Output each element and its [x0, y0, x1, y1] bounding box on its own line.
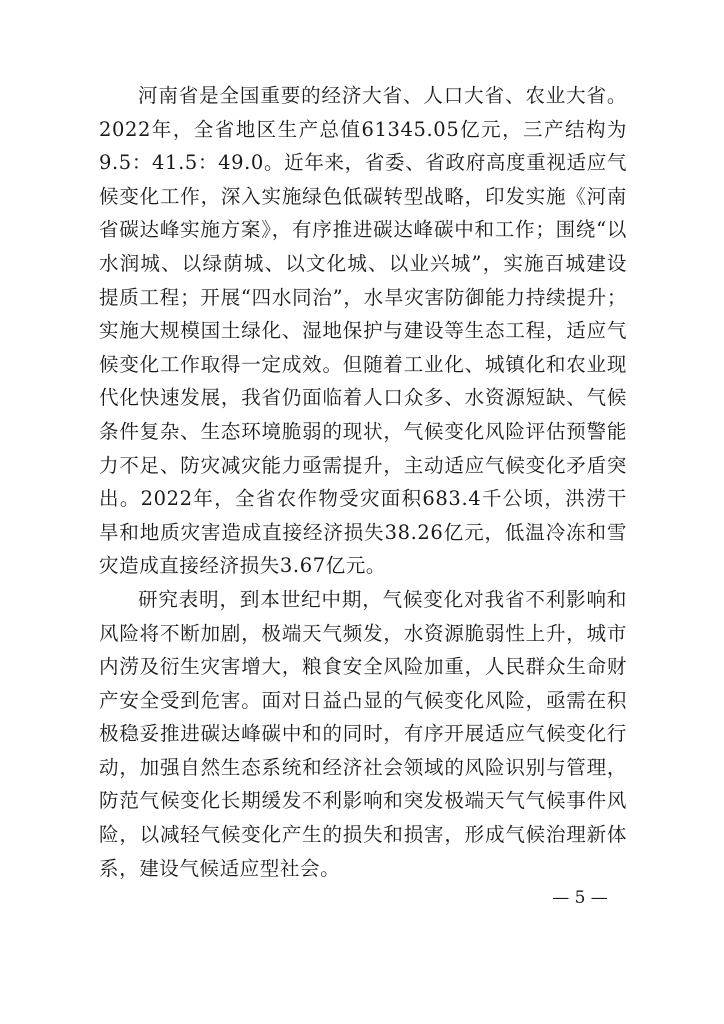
- page-number: — 5 —: [552, 888, 608, 908]
- paragraph-climate-risk: 研究表明，到本世纪中期，气候变化对我省不利影响和风险将不断加剧，极端天气频发，水资源脆弱性上升，城市内涝及衍生灾害增大，粮食安全风险加重，人民群众生命财产安全受到危害。面对日益凸显的气候变化风险，亟需在积极稳妥推进碳达峰碳中和的同时，有序开展适应气候变化行动，加强自然生态系统和经济社会领域的风险识别与管理，防范气候变化长期缓发不利影响和突发极端天气气候事件风险，以减轻气候变化产生的损失和损害，形成气候治理新体系，建设气候适应型社会。: [99, 587, 627, 880]
- body-text: [99, 79, 627, 885]
- paragraph-henan-overview: 河南省是全国重要的经济大省、人口大省、农业大省。2022年，全省地区生产总值61345.05亿元，三产结构为9.5：41.5：49.0。近年来，省委、省政府高度重视适应气候变化工作，深入实施绿色低碳转型战略，印发实施《河南省碳达峰实施方案》，有序推进碳达峰碳中和工作；围绕“以水润城、以绿荫城、以文化城、以业兴城”，实施百城建设提质工程；开展“四水同治”，水旱灾害防御能力持续提升；实施大规模国土绿化、湿地保护与建设等生态工程，适应气候变化工作取得一定成效。但随着工业化、城镇化和农业现代化快速发展，我省仍面临着人口众多、水资源短缺、气候条件复杂、生态环境脆弱的现状，气候变化风险评估预警能力不足、防灾减灾能力亟需提升，主动适应气候变化矛盾突出。2022年，全省农作物受灾面积683.4千公顷，洪涝干旱和地质灾害造成直接经济损失38.26亿元，低温冷冻和雪灾造成直接经济损失3.67亿元。: [99, 84, 627, 578]
